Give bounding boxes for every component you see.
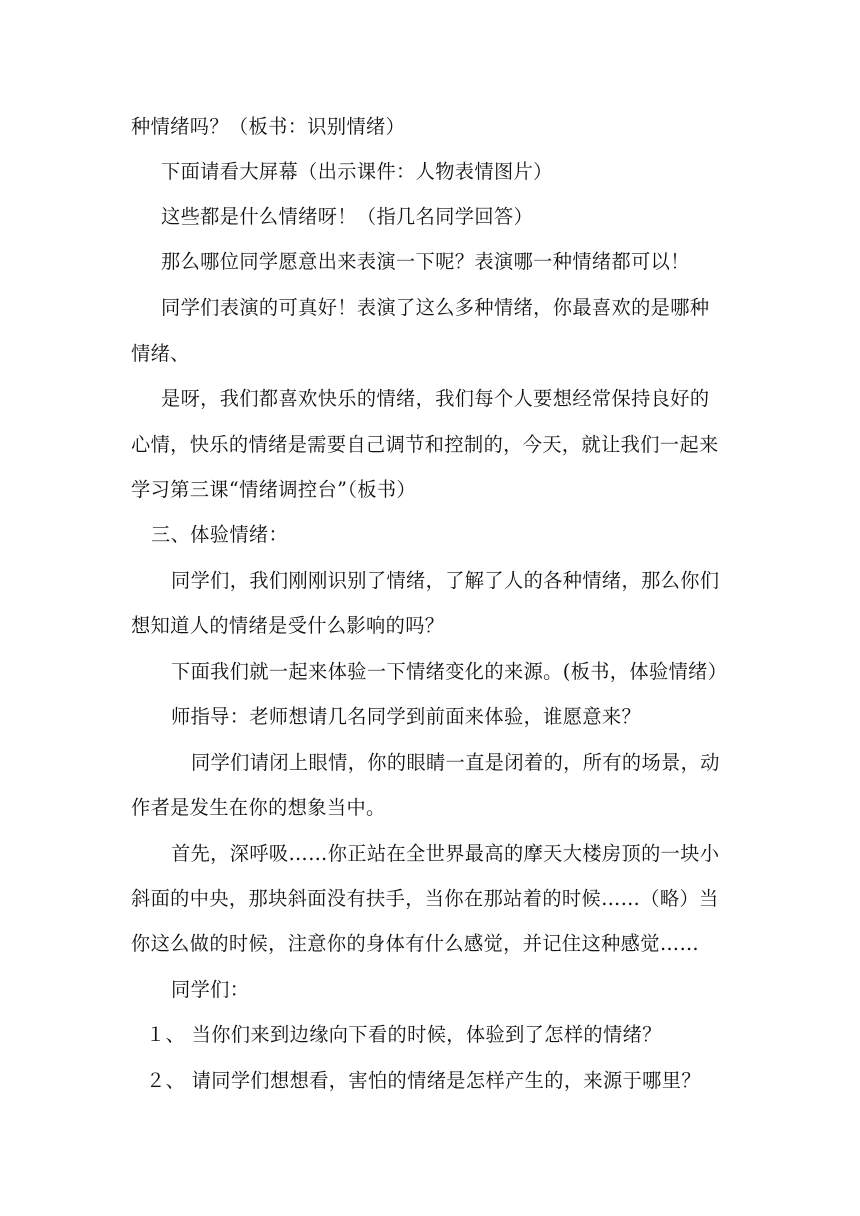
text-line: 心情，快乐的情绪是需要自己调节和控制的，今天，就让我们一起来 (131, 433, 719, 456)
text-line: 师指导：老师想请几名同学到前面来体验，谁愿意来？ (171, 705, 642, 728)
text-line: 同学们： (171, 978, 250, 1001)
text-line: 情绪、 (131, 342, 190, 365)
text-line: 下面请看大屏幕（出示课件：人物表情图片） (161, 160, 553, 183)
text-line: 种情绪吗？（板书：识别情绪） (131, 115, 406, 138)
text-line: 这些都是什么情绪呀！（指几名同学回答） (161, 205, 534, 228)
text-line: 同学们表演的可真好！表演了这么多种情绪，你最喜欢的是哪种 (161, 296, 710, 319)
text-line: 你这么做的时候，注意你的身体有什么感觉，并记住这种感觉…… (131, 932, 700, 955)
text-line: 想知道人的情绪是受什么影响的吗？ (131, 614, 445, 637)
text-line: 同学们，我们刚刚识别了情绪，了解了人的各种情绪，那么你们 (171, 569, 720, 592)
text-line: 作者是发生在你的想象当中。 (131, 796, 386, 819)
numbered-item: １、 当你们来到边缘向下看的时候，体验到了怎样的情绪？ (146, 1023, 662, 1046)
text-line: 是呀，我们都喜欢快乐的情绪，我们每个人要想经常保持良好的 (161, 387, 710, 410)
text-line: 下面我们就一起来体验一下情绪变化的来源。(板书，体验情绪） (171, 660, 728, 683)
text-line: 那么哪位同学愿意出来表演一下呢？表演哪一种情绪都可以！ (161, 250, 690, 273)
text-line: 学习第三课“情绪调控台”（板书） (131, 478, 417, 501)
text-line: 同学们请闭上眼情，你的眼睛一直是闭着的，所有的场景，动 (191, 751, 720, 774)
text-line: 斜面的中央，那块斜面没有扶手，当你在那站着的时候……（略）当 (131, 887, 719, 910)
numbered-item: ２、 请同学们想想看，害怕的情绪是怎样产生的，来源于哪里？ (146, 1069, 701, 1092)
section-heading: 三、体验情绪： (151, 523, 289, 546)
text-line: 首先，深呼吸……你正站在全世界最高的摩天大楼房顶的一块小 (171, 842, 720, 865)
